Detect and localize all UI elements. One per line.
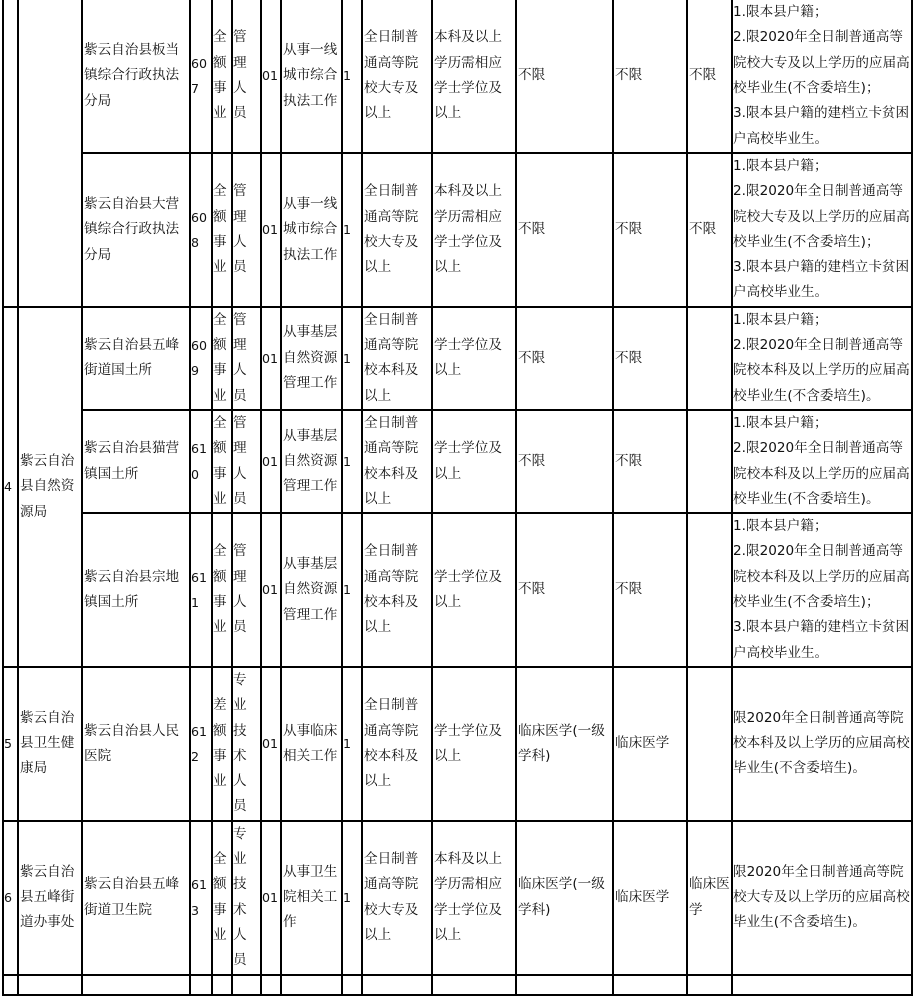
cell-department: 紫云自治县自然资源局 (18, 307, 82, 667)
cell-department: 紫云自治县五峰街道办事处 (18, 821, 82, 975)
cell-index (3, 0, 18, 307)
cell-major-2: 不限 (613, 0, 687, 153)
cell-empty (212, 975, 232, 995)
cell-headcount: 1 (342, 0, 362, 153)
cell-unit: 紫云自治县猫营镇国土所 (82, 410, 190, 513)
table-row (3, 513, 912, 667)
table-body (3, 0, 912, 995)
cell-index: 4 (3, 307, 18, 667)
cell-position-number: 01 (261, 410, 281, 513)
cell-degree: 本科及以上学历需相应学士学位及以上 (432, 153, 516, 307)
cell-education: 全日制普通高等院校大专及以上 (362, 153, 432, 307)
cell-position-number: 01 (261, 821, 281, 975)
table-row (3, 153, 912, 307)
cell-major-2: 临床医学 (613, 667, 687, 821)
table-row-partial (3, 975, 912, 995)
cell-empty (232, 975, 261, 995)
cell-unit: 紫云自治县宗地镇国土所 (82, 513, 190, 667)
cell-duty: 从事卫生院相关工作 (281, 821, 342, 975)
recruitment-table (2, 0, 913, 996)
cell-position-category: 管理人员 (232, 513, 261, 667)
table-row (3, 0, 912, 153)
cell-position-code: 610 (190, 410, 212, 513)
cell-department: 紫云自治县卫生健康局 (18, 667, 82, 821)
cell-position-category: 专业技术人员 (232, 821, 261, 975)
cell-position-number: 01 (261, 667, 281, 821)
cell-headcount: 1 (342, 307, 362, 410)
cell-funding-type: 全额事业 (212, 153, 232, 307)
cell-position-code: 613 (190, 821, 212, 975)
cell-index: 5 (3, 667, 18, 821)
cell-notes: 1.限本县户籍； 2.限2020年全日制普通高等院校大专及以上学历的应届高校毕业生(不含委培生)； 3.限本县户籍的建档立卡贫困户高校毕业生。 (732, 0, 912, 153)
cell-duty: 从事一线城市综合执法工作 (281, 153, 342, 307)
cell-position-number: 01 (261, 307, 281, 410)
cell-unit: 紫云自治县人民医院 (82, 667, 190, 821)
cell-notes: 1.限本县户籍； 2.限2020年全日制普通高等院校大专及以上学历的应届高校毕业生(不含委培生)； 3.限本县户籍的建档立卡贫困户高校毕业生。 (732, 153, 912, 307)
cell-major-3 (687, 667, 732, 821)
cell-education: 全日制普通高等院校大专及以上 (362, 0, 432, 153)
cell-department (18, 0, 82, 307)
cell-empty (687, 975, 732, 995)
cell-position-number: 01 (261, 153, 281, 307)
cell-empty (732, 975, 912, 995)
cell-degree: 本科及以上学历需相应学士学位及以上 (432, 0, 516, 153)
cell-index: 6 (3, 821, 18, 975)
cell-education: 全日制普通高等院校本科及以上 (362, 513, 432, 667)
cell-duty: 从事基层自然资源管理工作 (281, 410, 342, 513)
cell-major-3 (687, 513, 732, 667)
cell-empty (18, 975, 82, 995)
cell-major-1: 不限 (516, 0, 613, 153)
cell-degree: 本科及以上学历需相应学士学位及以上 (432, 821, 516, 975)
cell-funding-type: 全额事业 (212, 821, 232, 975)
cell-major-2: 不限 (613, 410, 687, 513)
cell-degree: 学士学位及以上 (432, 410, 516, 513)
cell-major-1: 临床医学(一级学科) (516, 821, 613, 975)
cell-major-1: 临床医学(一级学科) (516, 667, 613, 821)
cell-major-2: 不限 (613, 513, 687, 667)
cell-empty (190, 975, 212, 995)
cell-unit: 紫云自治县板当镇综合行政执法分局 (82, 0, 190, 153)
cell-position-code: 611 (190, 513, 212, 667)
cell-education: 全日制普通高等院校本科及以上 (362, 667, 432, 821)
cell-duty: 从事基层自然资源管理工作 (281, 307, 342, 410)
cell-education: 全日制普通高等院校本科及以上 (362, 307, 432, 410)
table-row (3, 410, 912, 513)
cell-empty (362, 975, 432, 995)
cell-empty (516, 975, 613, 995)
cell-empty (613, 975, 687, 995)
cell-unit: 紫云自治县五峰街道卫生院 (82, 821, 190, 975)
cell-position-category: 管理人员 (232, 410, 261, 513)
cell-notes: 1.限本县户籍； 2.限2020年全日制普通高等院校本科及以上学历的应届高校毕业生(不含委培生)。 (732, 307, 912, 410)
cell-headcount: 1 (342, 513, 362, 667)
cell-position-number: 01 (261, 0, 281, 153)
table-row (3, 821, 912, 975)
cell-major-3 (687, 410, 732, 513)
cell-empty (3, 975, 18, 995)
cell-major-1: 不限 (516, 513, 613, 667)
cell-headcount: 1 (342, 153, 362, 307)
cell-funding-type: 全额事业 (212, 410, 232, 513)
cell-notes: 限2020年全日制普通高等院校本科及以上学历的应届高校毕业生(不含委培生)。 (732, 667, 912, 821)
cell-funding-type: 差额事业 (212, 667, 232, 821)
cell-position-category: 管理人员 (232, 0, 261, 153)
cell-headcount: 1 (342, 410, 362, 513)
cell-unit: 紫云自治县大营镇综合行政执法分局 (82, 153, 190, 307)
cell-position-code: 608 (190, 153, 212, 307)
cell-degree: 学士学位及以上 (432, 307, 516, 410)
recruitment-table-wrapper (2, 0, 910, 969)
cell-degree: 学士学位及以上 (432, 667, 516, 821)
cell-funding-type: 全额事业 (212, 513, 232, 667)
cell-funding-type: 全额事业 (212, 307, 232, 410)
cell-major-3: 不限 (687, 0, 732, 153)
cell-empty (342, 975, 362, 995)
cell-duty: 从事基层自然资源管理工作 (281, 513, 342, 667)
cell-empty (261, 975, 281, 995)
cell-major-2: 不限 (613, 153, 687, 307)
cell-degree: 学士学位及以上 (432, 513, 516, 667)
cell-empty (281, 975, 342, 995)
cell-major-1: 不限 (516, 153, 613, 307)
cell-notes: 限2020年全日制普通高等院校大专及以上学历的应届高校毕业生(不含委培生)。 (732, 821, 912, 975)
cell-major-3: 临床医学 (687, 821, 732, 975)
cell-notes: 1.限本县户籍； 2.限2020年全日制普通高等院校本科及以上学历的应届高校毕业生(不含委培生)。 (732, 410, 912, 513)
cell-major-1: 不限 (516, 307, 613, 410)
cell-funding-type: 全额事业 (212, 0, 232, 153)
table-row (3, 307, 912, 410)
cell-education: 全日制普通高等院校本科及以上 (362, 410, 432, 513)
table-row (3, 667, 912, 821)
cell-position-category: 专业技术人员 (232, 667, 261, 821)
cell-position-number: 01 (261, 513, 281, 667)
cell-notes: 1.限本县户籍； 2.限2020年全日制普通高等院校本科及以上学历的应届高校毕业生(不含委培生)； 3.限本县户籍的建档立卡贫困户高校毕业生。 (732, 513, 912, 667)
cell-major-2: 临床医学 (613, 821, 687, 975)
cell-headcount: 1 (342, 667, 362, 821)
cell-duty: 从事一线城市综合执法工作 (281, 0, 342, 153)
cell-headcount: 1 (342, 821, 362, 975)
cell-major-2: 不限 (613, 307, 687, 410)
cell-position-code: 607 (190, 0, 212, 153)
cell-position-category: 管理人员 (232, 307, 261, 410)
cell-major-3 (687, 307, 732, 410)
cell-unit: 紫云自治县五峰街道国土所 (82, 307, 190, 410)
cell-empty (432, 975, 516, 995)
cell-empty (82, 975, 190, 995)
cell-duty: 从事临床相关工作 (281, 667, 342, 821)
cell-position-code: 609 (190, 307, 212, 410)
cell-position-code: 612 (190, 667, 212, 821)
cell-position-category: 管理人员 (232, 153, 261, 307)
cell-education: 全日制普通高等院校大专及以上 (362, 821, 432, 975)
cell-major-3: 不限 (687, 153, 732, 307)
cell-major-1: 不限 (516, 410, 613, 513)
